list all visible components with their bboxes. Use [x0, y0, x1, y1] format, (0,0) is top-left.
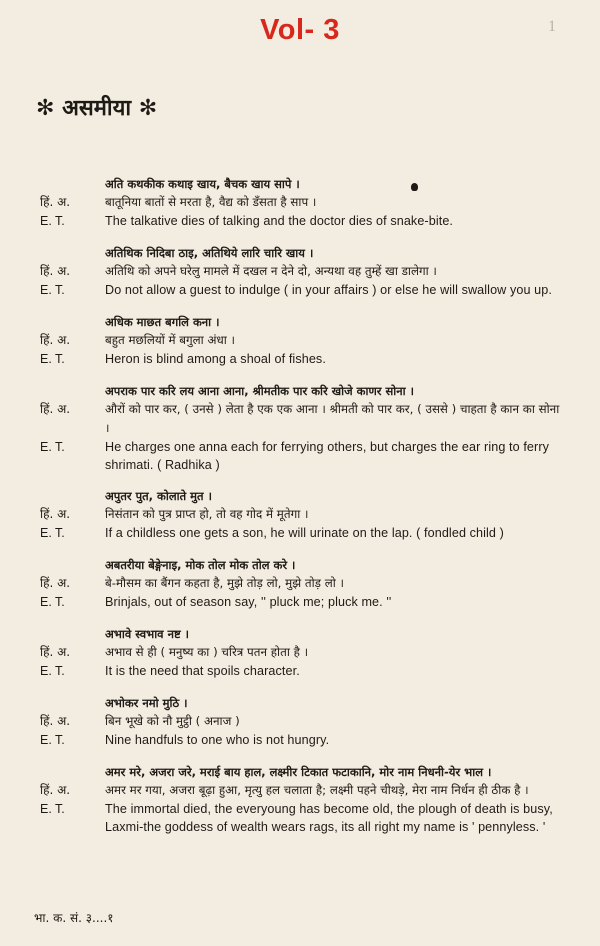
- hindi-row: [0, 574, 600, 593]
- proverb-entry: [0, 764, 600, 836]
- proverb-entry: [0, 314, 600, 369]
- english-label: E. T.: [40, 352, 65, 366]
- english-row: [0, 212, 600, 231]
- english-label: E. T.: [40, 440, 65, 454]
- proverb-assamese: अपराक पार करि लय आना आना, श्रीमतीक पार करि खोजे काणर सोना ।: [105, 384, 414, 398]
- hindi-row: [0, 712, 600, 731]
- proverb-list: [0, 176, 600, 850]
- hindi-label: हिं. अ.: [40, 645, 71, 659]
- proverb-entry: [0, 626, 600, 681]
- hindi-row: [0, 505, 600, 524]
- hindi-label: हिं. अ.: [40, 714, 71, 728]
- hindi-translation: निसंतान को पुत्र प्राप्त हो, तो वह गोद में मूतेगा ।: [105, 507, 309, 521]
- page-footer: भा. क. सं. ३....१: [34, 911, 114, 925]
- english-row: [0, 281, 600, 300]
- hindi-label: हिं. अ.: [40, 507, 71, 521]
- hindi-row: [0, 193, 600, 212]
- english-translation: The immortal died, the everyoung has become old, the plough of death is busy, Laxmi-the goddess of wealth wears rags, its all right my name is ' pennyless. ': [105, 802, 553, 834]
- hindi-row: [0, 643, 600, 662]
- english-row: [0, 800, 600, 836]
- english-label: E. T.: [40, 283, 65, 297]
- proverb-entry: [0, 176, 600, 231]
- english-label: E. T.: [40, 733, 65, 747]
- hindi-row: [0, 262, 600, 281]
- hindi-translation: बे-मौसम का बैंगन कहता है, मुझे तोड़ लो, मुझे तोड़ लो ।: [105, 576, 344, 590]
- english-translation: He charges one anna each for ferrying others, but charges the ear ring to ferry shrimati. ( Radhika ): [105, 440, 550, 472]
- hindi-translation: अभाव से ही ( मनुष्य का ) चरित्र पतन होता है ।: [105, 645, 309, 659]
- english-translation: It is the need that spoils character.: [105, 664, 300, 678]
- proverb-assamese: अधिक माछत बगलि कना ।: [105, 315, 220, 329]
- english-label: E. T.: [40, 595, 65, 609]
- hindi-label: हिं. अ.: [40, 402, 71, 416]
- english-label: E. T.: [40, 802, 65, 816]
- hindi-translation: औरों को पार कर, ( उनसे ) लेता है एक एक आना । श्रीमती को पार कर, ( उससे ) चाहता है कान का सोना ।: [105, 402, 560, 435]
- proverb-assamese: अतिथिक निदिबा ठाइ, अतिथिये लारि चारि खाय ।: [105, 246, 314, 260]
- english-label: E. T.: [40, 214, 65, 228]
- hindi-label: हिं. अ.: [40, 333, 71, 347]
- english-translation: Do not allow a guest to indulge ( in your affairs ) or else he will swallow you up.: [105, 283, 552, 297]
- english-translation: Heron is blind among a shoal of fishes.: [105, 352, 326, 366]
- english-translation: Nine handfuls to one who is not hungry.: [105, 733, 330, 747]
- proverb-entry: [0, 245, 600, 300]
- hindi-translation: बिन भूखे को नौ मुट्ठी ( अनाज ): [105, 714, 240, 728]
- hindi-translation: अतिथि को अपने घरेलु मामले में दखल न देने दो, अन्यथा वह तुम्हें खा डालेगा ।: [105, 264, 437, 278]
- english-row: [0, 593, 600, 612]
- proverb-assamese: अपुतर पुत, कोलाते मुत ।: [105, 489, 212, 503]
- proverb-entry: [0, 488, 600, 543]
- hindi-translation: बहुत मछलियों में बगुला अंधा ।: [105, 333, 236, 347]
- proverb-assamese: अबतरीया बेङ्गेनाइ, मोक तोल मोक तोल करे ।: [105, 558, 296, 572]
- english-label: E. T.: [40, 664, 65, 678]
- hindi-row: [0, 331, 600, 350]
- english-translation: The talkative dies of talking and the doctor dies of snake-bite.: [105, 214, 454, 228]
- proverb-assamese: अभोकर नमो मुठि ।: [105, 696, 188, 710]
- volume-label: Vol- 3: [260, 14, 340, 46]
- english-row: [0, 524, 600, 543]
- english-row: [0, 438, 600, 474]
- proverb-entry: [0, 557, 600, 612]
- english-row: [0, 350, 600, 369]
- hindi-label: हिं. अ.: [40, 576, 71, 590]
- hindi-label: हिं. अ.: [40, 264, 71, 278]
- english-label: E. T.: [40, 526, 65, 540]
- hindi-translation: अमर मर गया, अजरा बूढ़ा हुआ, मृत्यु हल चलाता है; लक्ष्मी पहने चीथड़े, मेरा नाम निर्धन ही ठीक है ।: [105, 783, 529, 797]
- hindi-translation: बातूनिया बातों से मरता है, वैद्य को डँसता है साप ।: [105, 195, 317, 209]
- english-translation: If a childless one gets a son, he will urinate on the lap. ( fondled child ): [105, 526, 504, 540]
- hindi-label: हिं. अ.: [40, 783, 71, 797]
- proverb-entry: [0, 383, 600, 474]
- hindi-row: [0, 400, 600, 438]
- proverb-assamese: अति कथकीक कथाइ खाय, बैचक खाय सापे ।: [105, 177, 300, 191]
- hindi-label: हिं. अ.: [40, 195, 71, 209]
- proverb-assamese: अमर मरे, अजरा जरे, मराई बाय हाल, लक्ष्मीर टिकात फटाकानि, मोर नाम निधनी-येर भाल ।: [105, 765, 492, 779]
- section-heading: ✻ असमीया ✻: [36, 96, 158, 121]
- page-number: 1: [548, 18, 556, 35]
- english-row: [0, 662, 600, 681]
- english-row: [0, 731, 600, 750]
- english-translation: Brinjals, out of season say, '' pluck me; pluck me. '': [105, 595, 392, 609]
- proverb-entry: [0, 695, 600, 750]
- hindi-row: [0, 781, 600, 800]
- proverb-assamese: अभावे स्वभाव नष्ट ।: [105, 627, 190, 641]
